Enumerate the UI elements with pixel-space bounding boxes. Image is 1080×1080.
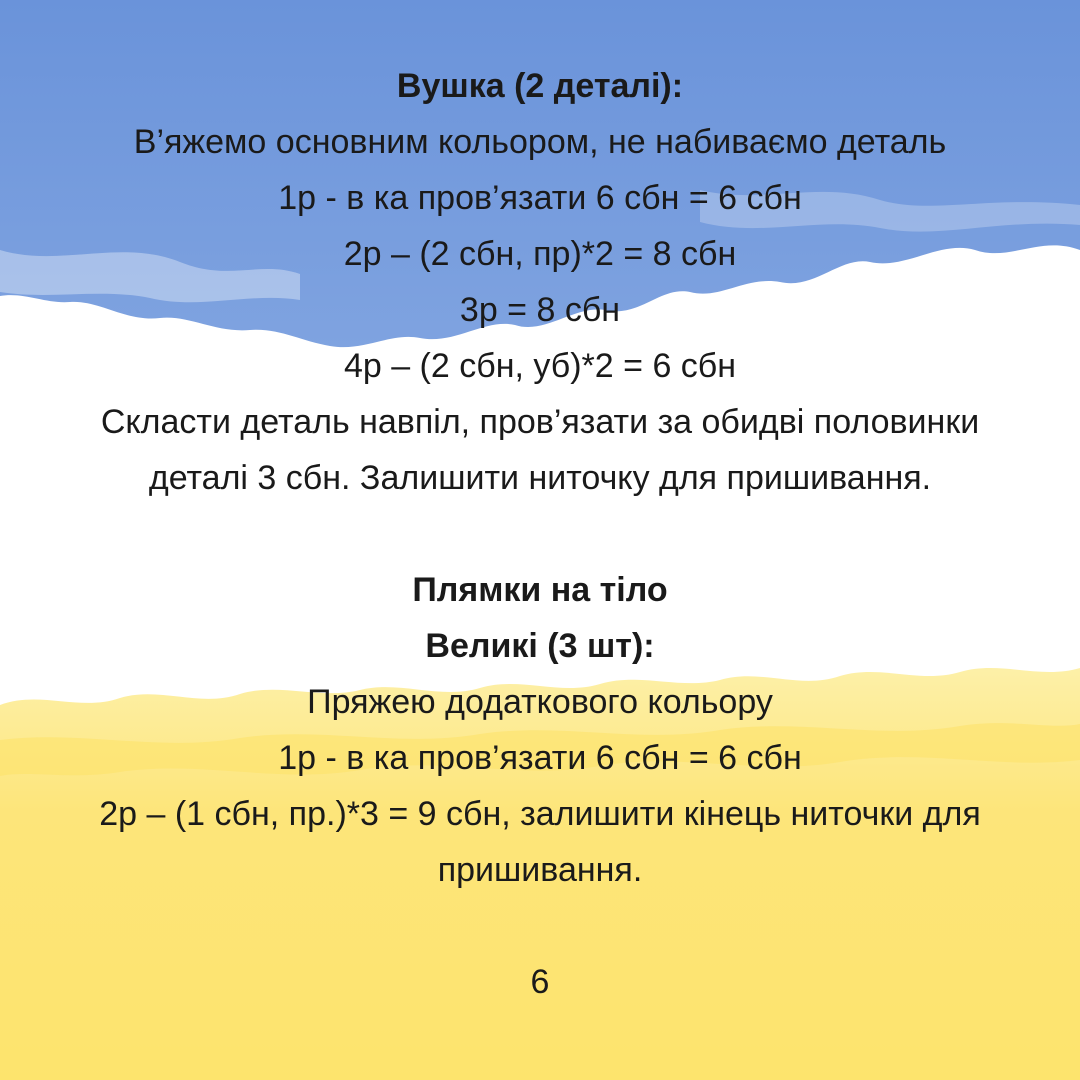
spots-row-1: 1р - в ка пров’язати 6 сбн = 6 сбн: [278, 739, 802, 777]
ears-row-3: 3р = 8 сбн: [459, 291, 621, 329]
ears-row-2: 2р – (2 сбн, пр)*2 = 8 сбн: [343, 235, 737, 273]
ears-instruction-line-1: Скласти деталь навпіл, пров’язати за обидві половинки: [100, 403, 980, 441]
ears-instruction-line-2: деталі 3 сбн. Залишити ниточку для пришивання.: [148, 459, 932, 497]
ears-heading: Вушка (2 деталі):: [396, 67, 684, 105]
page-number: 6: [530, 963, 550, 1001]
ears-row-4: 4р – (2 сбн, уб)*2 = 6 сбн: [343, 347, 737, 385]
spots-heading: Плямки на тіло: [412, 571, 668, 609]
ears-row-1: 1р - в ка пров’язати 6 сбн = 6 сбн: [278, 179, 802, 217]
ears-line-intro: В’яжемо основним кольором, не набиваємо деталь: [133, 123, 947, 161]
spots-subheading: Великі (3 шт):: [425, 627, 655, 665]
spots-yarn-line: Пряжею додаткового кольору: [307, 683, 773, 721]
spots-row-2: 2р – (1 сбн, пр.)*3 = 9 сбн, залишити кінець ниточки для: [99, 795, 981, 833]
spots-row-2-continued: пришивання.: [437, 851, 643, 889]
